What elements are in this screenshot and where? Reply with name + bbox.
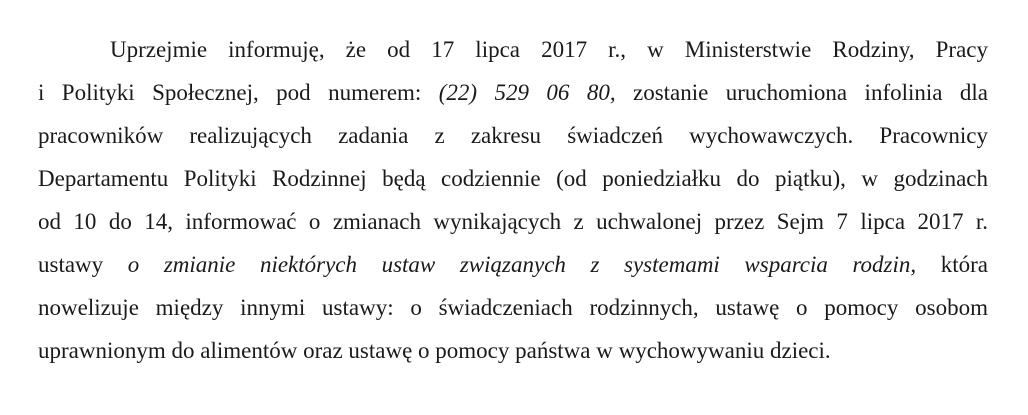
line-2-text-after: zostanie uruchomiona infolinia dla <box>615 80 988 105</box>
line-2-text: i Polityki Społecznej, pod numerem: <box>38 80 439 105</box>
line-8-text: uprawnionym do alimentów oraz ustawę o pomocy państwa w wychowywaniu dzieci. <box>38 338 831 363</box>
letter-paragraph <box>38 28 988 372</box>
line-3-text: pracowników realizujących zadania z zakresu świadczeń wychowawczych. Pracownicy <box>38 123 988 148</box>
line-6-text: ustawy <box>38 252 128 277</box>
phone-number: (22) 529 06 80, <box>438 80 616 105</box>
paragraph-line-4 <box>38 157 988 200</box>
paragraph-line-7 <box>38 286 988 329</box>
line-5-text: od 10 do 14, informować o zmianach wynikających z uchwalonej przez Sejm 7 lipca 2017 r. <box>38 209 988 234</box>
paragraph-line-5 <box>38 200 988 243</box>
paragraph-line-1 <box>38 28 988 71</box>
line-4-text: Departamentu Polityki Rodzinnej będą codziennie (od poniedziałku do piątku), w godzinach <box>38 166 988 191</box>
paragraph-line-2 <box>38 71 988 114</box>
line-7-text: nowelizuje między innymi ustawy: o świadczeniach rodzinnych, ustawę o pomocy osobom <box>38 295 988 320</box>
paragraph-line-8 <box>38 329 988 372</box>
paragraph-line-6 <box>38 243 988 286</box>
document-body <box>38 28 988 372</box>
line-1-text: Uprzejmie informuję, że od 17 lipca 2017 r., w Ministerstwie Rodziny, Pracy <box>110 37 988 62</box>
act-title: o zmianie niektórych ustaw związanych z systemami wsparcia rodzin, <box>127 252 917 277</box>
paragraph-line-3 <box>38 114 988 157</box>
line-6-text-after: która <box>916 252 988 277</box>
